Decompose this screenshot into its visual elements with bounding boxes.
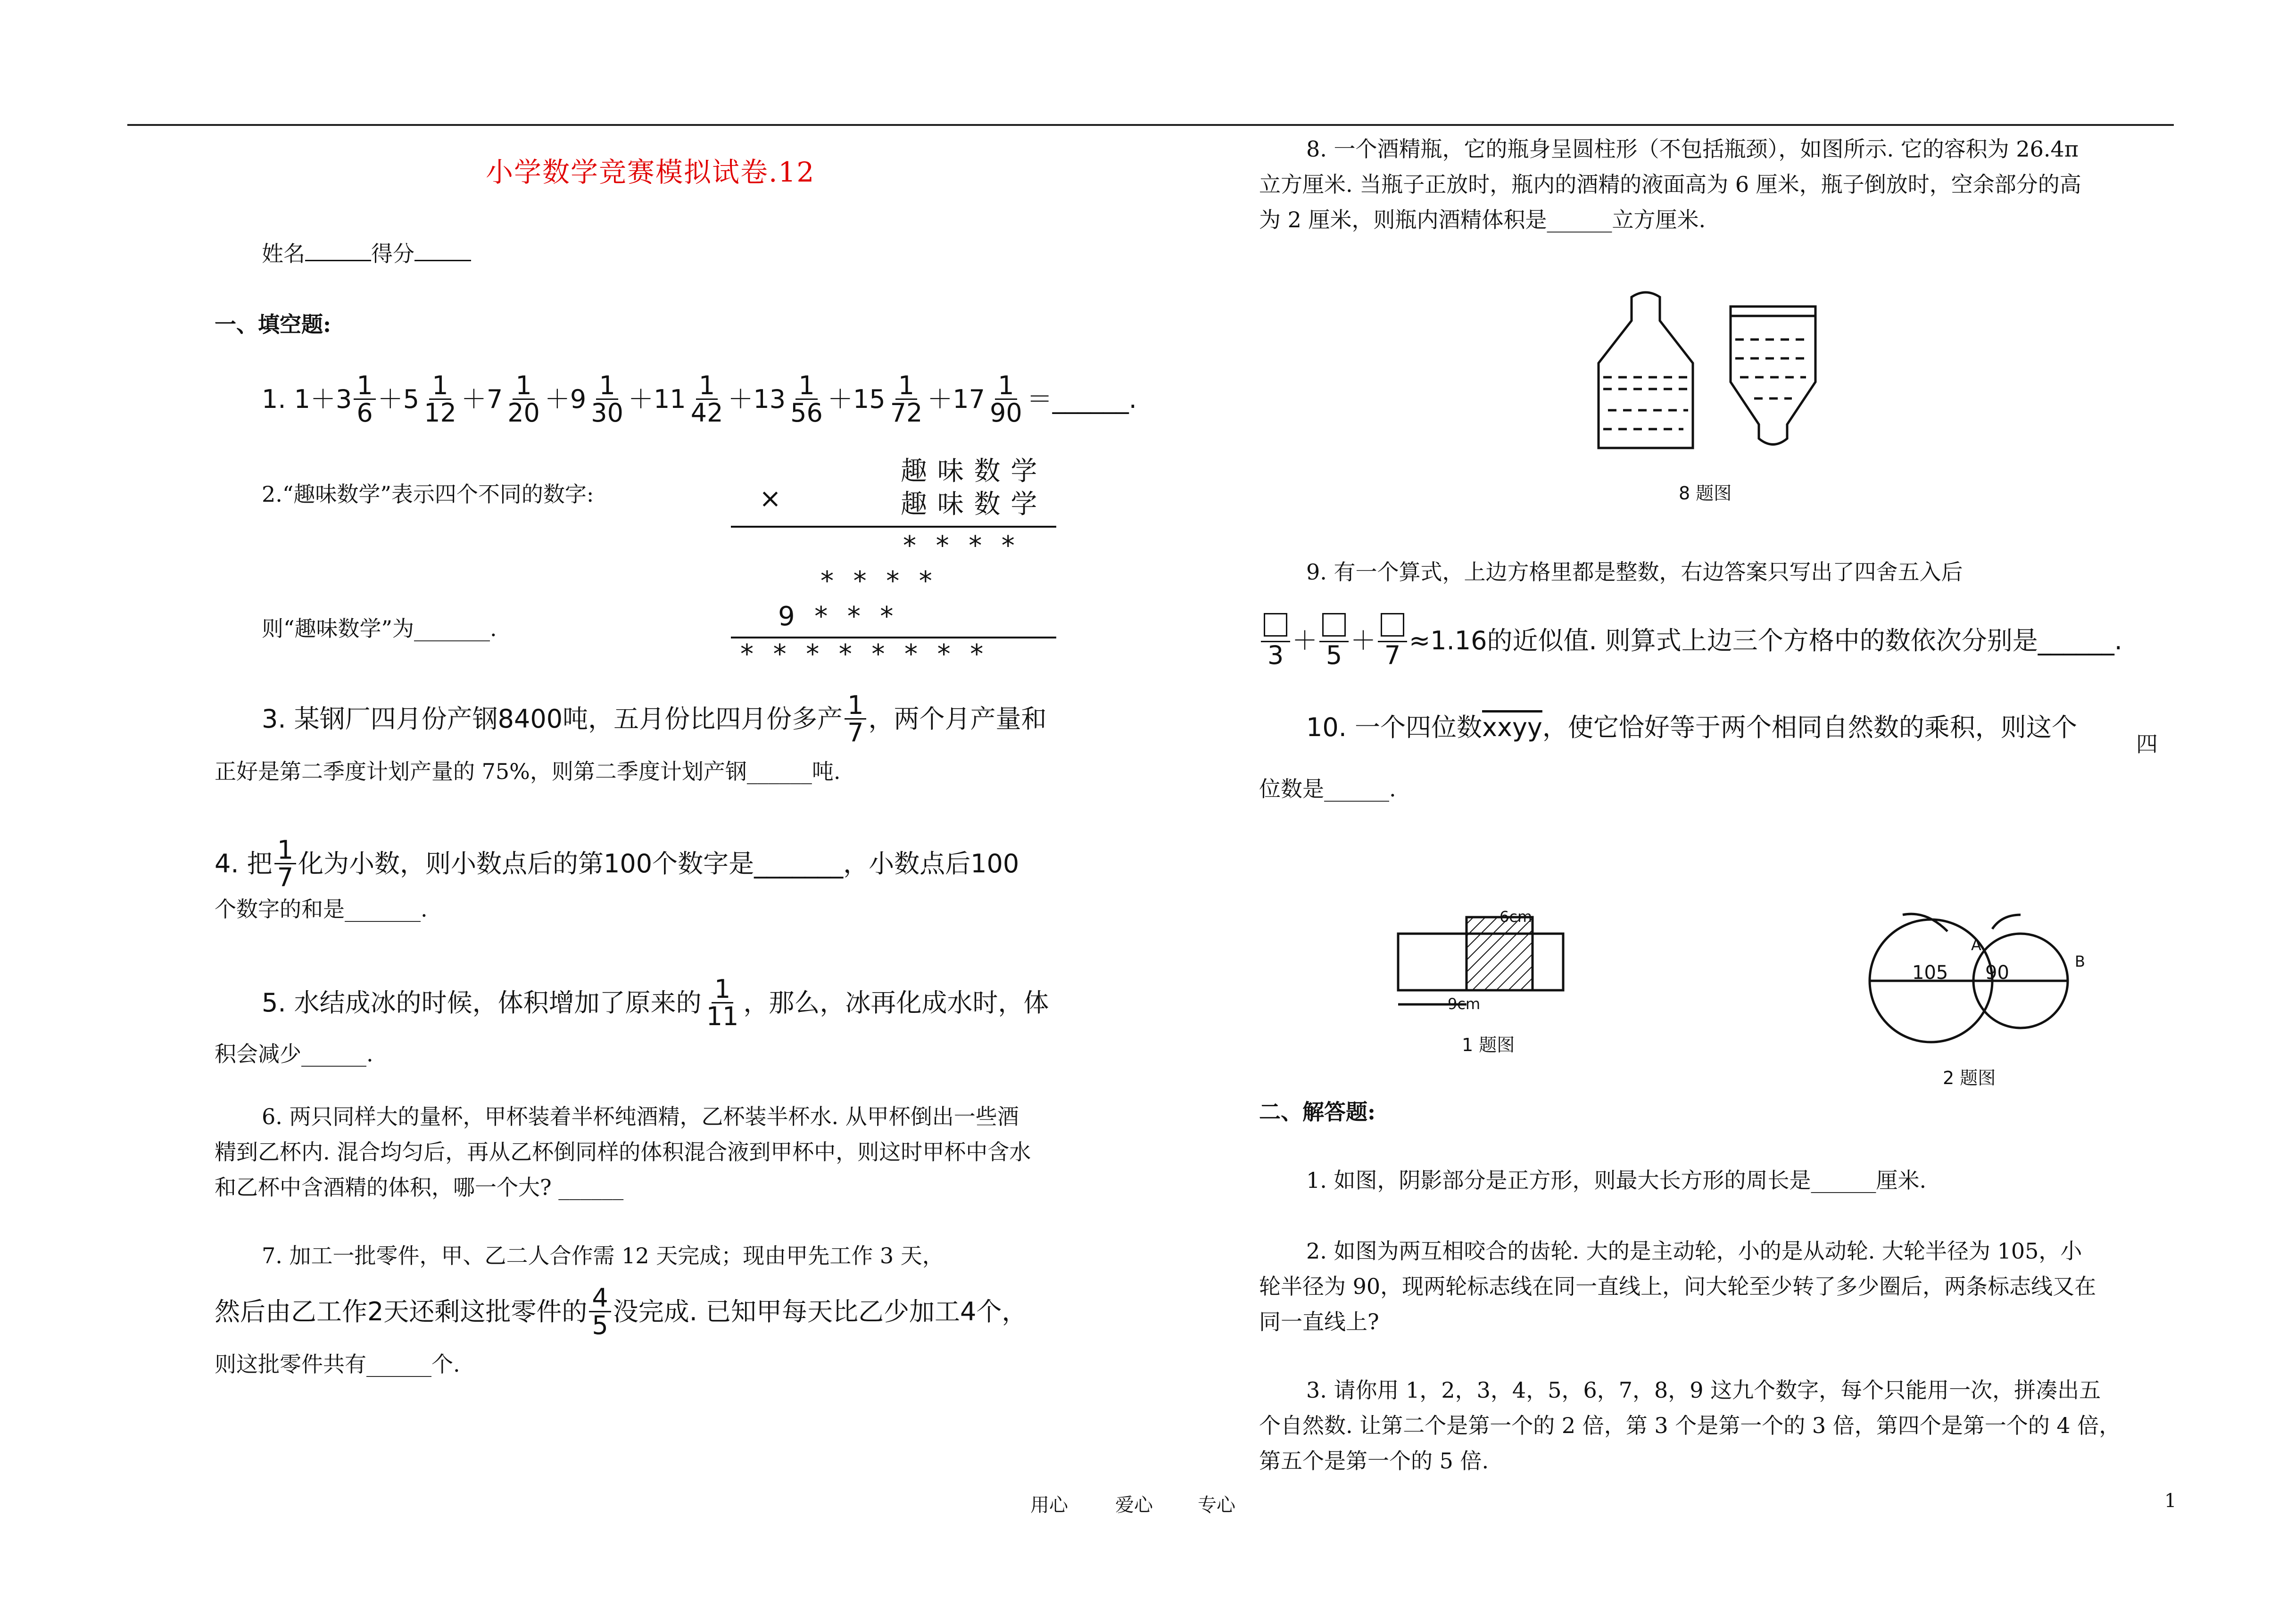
q7-fraction — [589, 1283, 611, 1341]
solve-3-line-3: 第五个是第一个的 5 倍. — [1259, 1448, 1489, 1474]
question-8-line-2: 立方厘米. 当瓶子正放时，瓶内的酒精的液面高为 6 厘米，瓶子倒放时，空余部分的高 — [1259, 172, 2081, 197]
answer-box — [1381, 613, 1404, 637]
question-5-line-2: 积会减少______. — [215, 1041, 373, 1067]
q3-num: 1 — [845, 692, 866, 720]
q1-fraction — [588, 373, 626, 426]
q1-fraction-num: 1 — [895, 373, 917, 400]
question-7-line-1: 7. 加工一批零件，甲、乙二人合作需 12 天完成；现由甲先工作 3 天， — [262, 1243, 944, 1268]
question-1 — [262, 373, 1137, 426]
question-10-line-1 — [1306, 710, 2077, 746]
footer-text-3: 专心 — [1198, 1494, 1235, 1516]
figure-1-caption: 1 题图 — [1462, 1035, 1515, 1055]
q1-fraction-num: 1 — [513, 373, 534, 400]
mult-row-partial-1: * * * * — [903, 530, 1016, 561]
mult-row-multiplier: 趣 味 数 学 — [901, 489, 1038, 520]
q4-text-a: 4. 把 — [215, 848, 273, 878]
fig2-point-b: B — [2075, 953, 2085, 970]
q9-fraction-3 — [1378, 613, 1407, 671]
q9-box-2 — [1319, 613, 1349, 642]
mult-row-partial-3: 9 * * * — [778, 601, 895, 632]
q5-den: 11 — [706, 1002, 739, 1032]
q1-fraction-num: 1 — [596, 373, 618, 400]
q1-term-prefix: ＋11 — [628, 384, 686, 414]
q9-box-3 — [1378, 613, 1407, 642]
q1-fraction — [787, 373, 826, 426]
score-label: 得分 — [371, 241, 414, 266]
q1-fraction-num: 1 — [429, 373, 451, 400]
question-3-line-2: 正好是第二季度计划产量的 75%，则第二季度计划产钢______吨. — [215, 759, 841, 784]
question-2-answer: 则“趣味数学”为_______. — [262, 616, 497, 641]
q1-fraction-den: 6 — [356, 398, 373, 428]
figure-2-caption: 2 题图 — [1943, 1068, 1996, 1088]
q3-text: 3. 某钢厂四月份产钢8400吨，五月份比四月份多产 — [262, 704, 843, 734]
q9-fraction-1 — [1261, 613, 1290, 671]
q4-num: 1 — [274, 837, 296, 864]
answer-box — [1322, 613, 1346, 637]
q1-fraction-num: 1 — [995, 373, 1017, 400]
question-2: 2.“趣味数学”表示四个不同的数字: — [262, 481, 594, 507]
q1-fraction — [887, 373, 926, 426]
fig2-right-radius: 90 — [1985, 962, 2009, 984]
name-label: 姓名 — [262, 241, 305, 266]
solve-3-line-1: 3. 请你用 1，2，3，4，5，6，7，8，9 这九个数字，每个只能用一次，拼凑出五 — [1306, 1377, 2101, 1403]
mult-row-partial-2: * * * * — [820, 566, 933, 597]
mult-times-sign: × — [759, 483, 782, 514]
q1-fraction-den: 56 — [790, 398, 823, 428]
q5-fraction — [704, 974, 742, 1032]
mult-rule-2 — [731, 637, 1056, 638]
solve-2-line-3: 同一直线上? — [1259, 1309, 1379, 1334]
q1-fraction-den: 42 — [690, 398, 723, 428]
q1-fraction-den: 20 — [507, 398, 540, 428]
q9-tail: ≈1.16的近似值. 则算式上边三个方格中的数依次分别是______. — [1409, 625, 2122, 655]
footer-text-1: 用心 — [1030, 1494, 1068, 1516]
fig1-bottom-label: 9cm — [1448, 995, 1481, 1013]
question-10-char: 四 — [2136, 731, 2158, 757]
answer-box — [1264, 613, 1287, 637]
question-8-line-1: 8. 一个酒精瓶，它的瓶身呈圆柱形（不包括瓶颈），如图所示. 它的容积为 26.4π — [1306, 136, 2079, 162]
q7-text-a: 然后由乙工作2天还剩这批零件的 — [215, 1296, 588, 1326]
question-4-line-2: 个数字的和是_______. — [215, 896, 428, 922]
q3-fraction — [845, 692, 866, 746]
fig2-left-radius: 105 — [1912, 962, 1948, 984]
section-fill-in-title: 一、填空题: — [215, 312, 331, 337]
mult-row-multiplicand: 趣 味 数 学 — [901, 456, 1038, 487]
question-7-line-2 — [215, 1283, 1027, 1341]
q9-den-3: 7 — [1384, 640, 1401, 671]
q1-fraction-num: 1 — [354, 373, 375, 400]
gears-figure — [1865, 905, 2082, 1047]
question-10-line-2: 位数是______. — [1259, 776, 1396, 802]
question-6-line-2: 精到乙杯内. 混合均匀后，再从乙杯倒同样的体积混合液到甲杯中，则这时甲杯中含水 — [215, 1139, 1031, 1165]
name-score-line — [262, 236, 471, 272]
question-7-line-3: 则这批零件共有______个. — [215, 1351, 460, 1377]
solve-2-line-2: 轮半径为 90，现两轮标志线在同一直线上，问大轮至少转了多少圈后，两条标志线又在 — [1259, 1274, 2096, 1299]
q1-fraction-num: 1 — [696, 373, 718, 400]
q5-num: 1 — [712, 976, 733, 1003]
q1-lead: 1. 1＋3 — [262, 384, 352, 414]
solve-1: 1. 如图，阴影部分是正方形，则最大长方形的周长是______厘米. — [1306, 1168, 1927, 1193]
header-rule — [127, 124, 2174, 126]
q1-term-prefix: ＋9 — [544, 384, 587, 414]
question-4-line-1 — [215, 835, 1019, 893]
q7-num: 4 — [589, 1285, 611, 1312]
figure-8-caption: 8 题图 — [1679, 483, 1732, 504]
q1-term-prefix: ＋7 — [461, 384, 503, 414]
q1-term-prefix: ＋5 — [377, 384, 420, 414]
q5-text-b: ，那么，冰再化成水时，体 — [743, 987, 1049, 1018]
footer-text-2: 爱心 — [1115, 1494, 1153, 1516]
bottle-figure — [1594, 288, 1820, 505]
q3-text-b: ，两个月产量和 — [868, 704, 1047, 734]
question-5-line-1 — [262, 974, 1049, 1032]
solve-3-line-2: 个自然数. 让第二个是第一个的 2 倍，第 3 个是第一个的 3 倍，第四个是第一个的 4 倍， — [1259, 1413, 2121, 1438]
q1-terms — [352, 373, 1027, 426]
q9-den-2: 5 — [1326, 640, 1342, 671]
q10-text-b: ，使它恰好等于两个相同自然数的乘积，则这个 — [1542, 713, 2077, 742]
q1-fraction — [688, 373, 726, 426]
question-6-line-1: 6. 两只同样大的量杯，甲杯装着半杯纯酒精，乙杯装半杯水. 从甲杯倒出一些酒 — [262, 1104, 1019, 1129]
fig1-top-label: 6cm — [1500, 908, 1533, 926]
section-solve-title: 二、解答题: — [1259, 1099, 1375, 1125]
name-blank — [305, 241, 371, 261]
question-8-line-3: 为 2 厘米，则瓶内酒精体积是______立方厘米. — [1259, 207, 1706, 232]
q1-term-prefix: ＋17 — [927, 384, 986, 414]
q9-box-1 — [1261, 613, 1290, 642]
q1-term-prefix: ＋13 — [728, 384, 786, 414]
rectangle-figure — [1396, 910, 1575, 1023]
q1-fraction — [354, 373, 375, 426]
q1-fraction — [421, 373, 459, 426]
q9-fraction-2 — [1319, 613, 1349, 671]
mult-row-product: * * * * * * * * — [740, 639, 985, 670]
mult-rule-1 — [731, 526, 1056, 528]
q1-fraction-den: 72 — [890, 398, 923, 428]
q4-den: 7 — [277, 862, 294, 893]
q1-fraction-num: 1 — [795, 373, 817, 400]
q1-term-prefix: ＋15 — [827, 384, 886, 414]
q7-den: 5 — [592, 1310, 608, 1341]
question-6-line-3: 和乙杯中含酒精的体积，哪一个大? ______ — [215, 1175, 624, 1200]
question-9-line-1: 9. 有一个算式，上边方格里都是整数，右边答案只写出了四舍五入后 — [1306, 559, 1963, 585]
q5-text-a: 5. 水结成冰的时候，体积增加了原来的 — [262, 987, 702, 1018]
q4-text-b: 化为小数，则小数点后的第100个数字是_______，小数点后100 — [298, 848, 1019, 878]
q10-overline-number: xxyy — [1482, 713, 1542, 742]
q1-tail: ＝______. — [1027, 384, 1137, 414]
score-blank — [414, 241, 471, 261]
page-title: 小学数学竞赛模拟试卷.12 — [486, 156, 815, 188]
q1-fraction — [505, 373, 543, 426]
q9-den-1: 3 — [1267, 640, 1284, 671]
q1-fraction-den: 12 — [424, 398, 456, 428]
q3-den: 7 — [847, 718, 864, 748]
question-3-line-1 — [262, 692, 1046, 746]
q4-fraction — [274, 835, 296, 893]
q10-text-a: 10. 一个四位数 — [1306, 713, 1483, 742]
q7-text-b: 没完成. 已知甲每天比乙少加工4个， — [613, 1296, 1027, 1326]
fig2-point-a: A — [1971, 936, 1981, 954]
solve-2-line-1: 2. 如图为两互相咬合的齿轮. 大的是主动轮，小的是从动轮. 大轮半径为 105，小 — [1306, 1238, 2082, 1264]
page-number: 1 — [2164, 1490, 2177, 1512]
q1-fraction — [987, 373, 1025, 426]
question-9-line-2: 3 ＋ 5 ＋ 7 ≈1.16的近似值. 则算式上边三个方格中的数依次分别是______. — [1259, 613, 2122, 668]
q1-fraction-den: 90 — [990, 398, 1022, 428]
q1-fraction-den: 30 — [591, 398, 623, 428]
